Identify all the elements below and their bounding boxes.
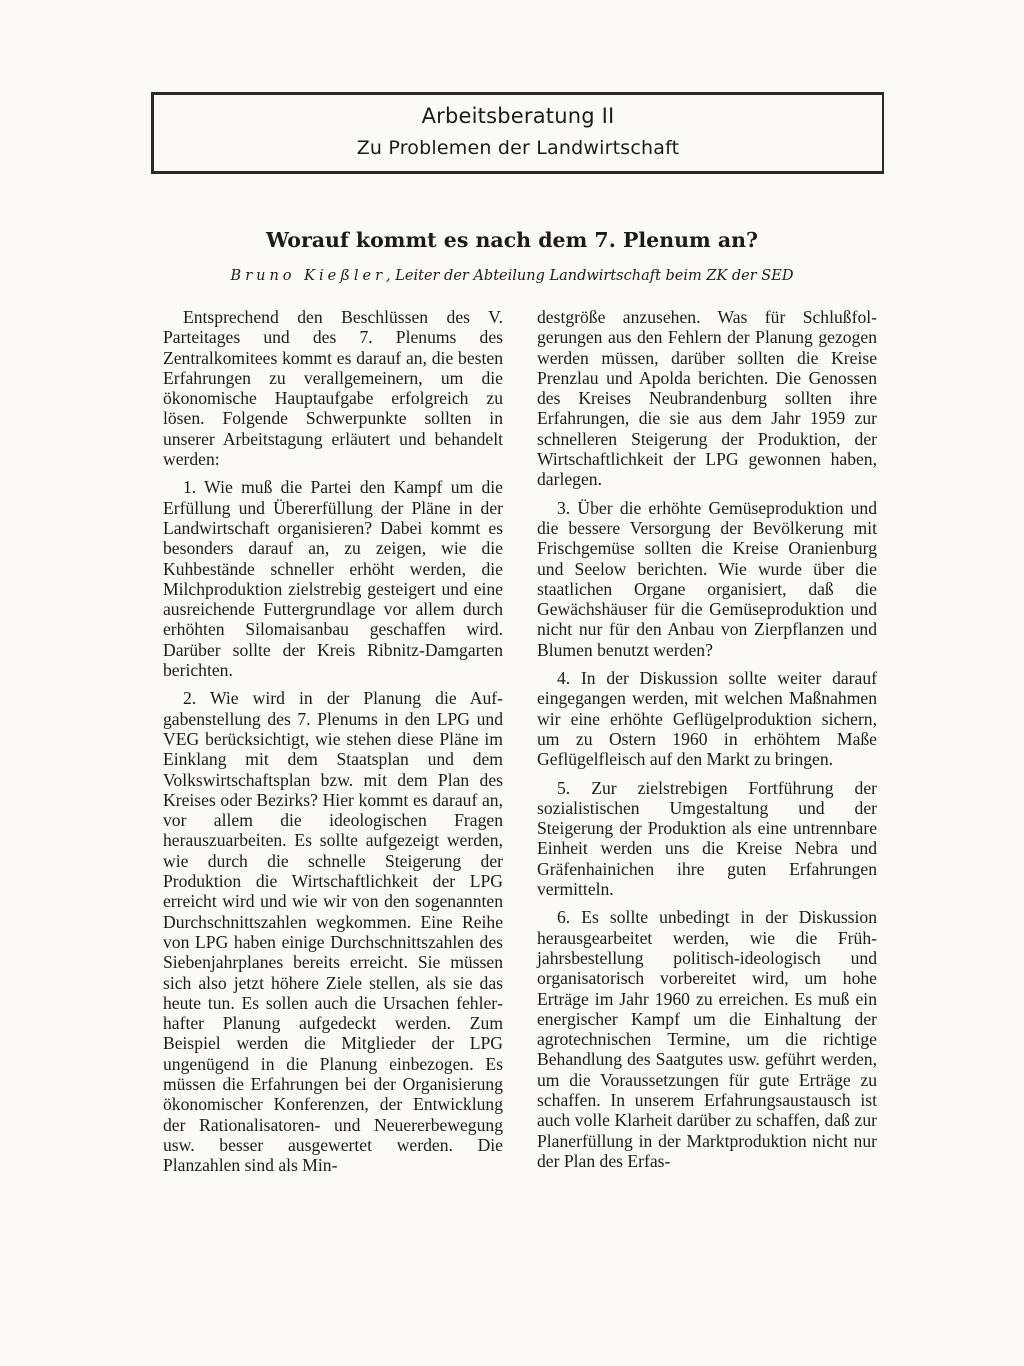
paragraph: destgröße anzusehen. Was für Schlußfolgerungen aus den Fehlern der Planung gezogen werden müssen, darüber sollten die Kreise Prenzlau und Apolda berichten. Die Genossen des Kreises Neubrandenburg sollten ihre Erfahrungen, die sie aus dem Jahr 1959 zur schnelleren Steigerung der Produktion, der Wirtschaftlichkeit der LPG gewonnen haben, darlegen. [537, 307, 877, 490]
paragraph: 6. Es sollte unbedingt in der Diskussion herausgearbeitet werden, wie die Frühjahrsbestellung politisch-ideologisch und organisatorisch vorbereitet wird, um hohe Erträge im Jahr 1960 zu erreichen. Es muß ein energischer Kampf um die Einhaltung der agrotechnischen Termine, um die richtige Behandlung des Saatgutes usw. geführt werden, um die Voraussetzungen für gute Erträge zu schaffen. In unserem Erfahrungsaustausch ist auch volle Klarheit darüber zu schaffen, daß zur Planerfüllung in der Marktproduktion nicht nur der Plan des Erfas- [537, 907, 877, 1171]
section-subtitle: Zu Problemen der Landwirtschaft [356, 137, 680, 159]
author-name: Bruno Kießler [230, 268, 387, 284]
section-title: Arbeitsberatung II [421, 104, 615, 128]
author-line [0, 268, 1024, 284]
paragraph: 1. Wie muß die Partei den Kampf um die Erfüllung und Übererfüllung der Pläne in der Landwirtschaft organisieren? Dabei kommt es besonders darauf an, zu zeigen, wie die Kuhbestände schneller erhöht werden, die Milchproduktion zielstrebig gesteigert und eine ausreichende Futtergrundlage vor allem durch erhöhten Silomaisanbau geschaffen wird. Darüber sollte der Kreis Ribnitz-Damgarten berichten. [163, 477, 503, 681]
paragraph: 3. Über die erhöhte Gemüseproduktion und die bessere Versorgung der Bevölkerung mit Frischgemüse sollten die Kreise Oranienburg und Seelow berichten. Wie wurde über die staatlichen Organe organisiert, daß die Gewächshäuser für die Gemüseproduktion und nicht nur für den Anbau von Zierpflanzen und Blumen benutzt werden? [537, 497, 877, 660]
left-column [163, 307, 503, 1183]
right-column [537, 307, 877, 1179]
paragraph: Entsprechend den Beschlüssen des V. Parteitages und des 7. Plenums des Zentralkomitees kommt es darauf an, die besten Erfahrungen zu verallgemeinern, um die ökonomische Hauptaufgabe erfolgreich zu lösen. Folgende Schwerpunkte sollten in unserer Arbeitstagung erläutert und behandelt werden: [163, 307, 503, 470]
section-header-box [151, 92, 884, 174]
paragraph: 4. In der Diskussion sollte weiter darauf eingegangen werden, mit welchen Maßnahmen wir eine erhöhte Geflügelproduktion sichern, um zu Ostern 1960 in erhöhtem Maße Geflügelfleisch auf den Markt zu bringen. [537, 668, 877, 770]
paragraph: 2. Wie wird in der Planung die Aufgabenstellung des 7. Plenums in den LPG und VEG berücksichtigt, wie stehen diese Pläne im Einklang mit dem Staatsplan und dem Volkswirtschaftsplan bzw. mit dem Plan des Kreises oder Bezirks? Hier kommt es darauf an, vor allem die ideologischen Fragen herauszuarbeiten. Es sollte aufgezeigt werden, wie durch die schnelle Steigerung der Produktion die Wirtschaftlichkeit der LPG erreicht wird und wie wir von den sogenannten Durchschnittszahlen wegkommen. Eine Reihe von LPG haben einige Durchschnittszahlen des Siebenjahrplanes bereits erreicht. Sie müssen sich also jetzt höhere Ziele stellen, als sie das heute tun. Es sollen auch die Ursachen fehlerhafter Planung aufgedeckt werden. Zum Beispiel werden die Mitglieder der LPG ungenügend in die Planung einbezogen. Es müssen die Erfahrungen bei der Organisierung ökonomischer Konferenzen, der Entwicklung der Rationalisatoren- und Neuererbewegung usw. besser ausgewertet werden. Die Planzahlen sind als Min- [163, 688, 503, 1176]
article-title: Worauf kommt es nach dem 7. Plenum an? [265, 228, 759, 252]
paragraph: 5. Zur zielstrebigen Fortführung der sozialistischen Umgestaltung und der Steigerung der Produktion als eine untrennbare Einheit werden uns die Kreise Nebra und Gräfenhainichen ihre guten Erfahrungen vermitteln. [537, 777, 877, 900]
author-role: , Leiter der Abteilung Landwirtschaft beim ZK der SED [386, 268, 794, 284]
